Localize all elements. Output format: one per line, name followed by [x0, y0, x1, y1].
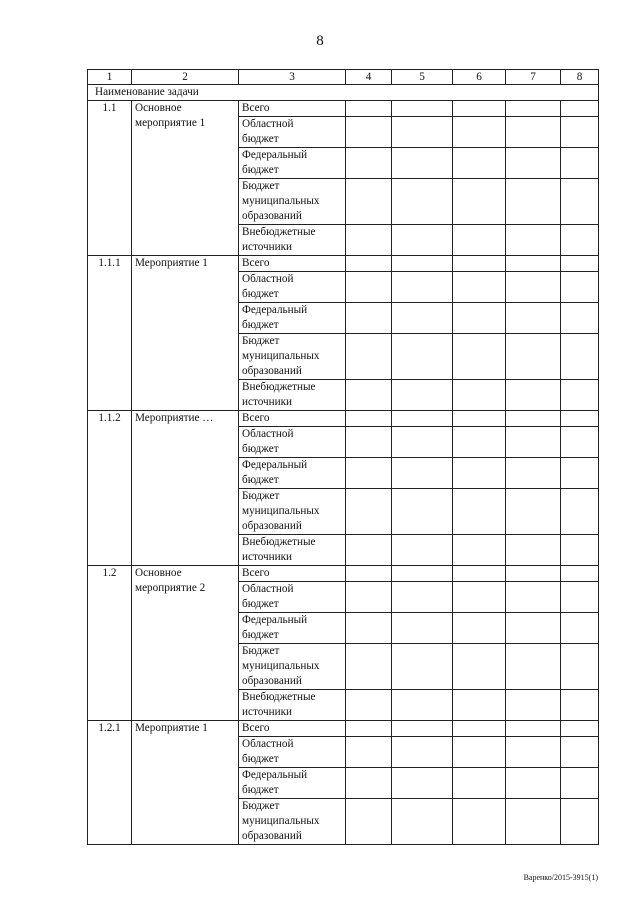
value-cell — [506, 256, 561, 272]
value-cell — [392, 411, 453, 427]
value-cell — [506, 380, 561, 411]
value-cell — [346, 225, 392, 256]
document-code: Варенко/2015-3915(1) — [523, 873, 598, 882]
value-cell — [561, 737, 599, 768]
value-cell — [346, 272, 392, 303]
column-header: 7 — [506, 70, 561, 85]
value-cell — [453, 225, 506, 256]
value-cell — [453, 799, 506, 845]
value-cell — [506, 117, 561, 148]
activity-name: Мероприятие 1 — [132, 721, 239, 845]
value-cell — [392, 101, 453, 117]
value-cell — [392, 117, 453, 148]
activity-code: 1.2.1 — [88, 721, 132, 845]
funding-source: Всего — [239, 256, 346, 272]
activity-code: 1.1.2 — [88, 411, 132, 566]
header-row — [88, 70, 599, 85]
value-cell — [346, 101, 392, 117]
value-cell — [506, 148, 561, 179]
activity-code: 1.2 — [88, 566, 132, 721]
column-header: 5 — [392, 70, 453, 85]
value-cell — [561, 489, 599, 535]
value-cell — [561, 101, 599, 117]
value-cell — [561, 148, 599, 179]
value-cell — [561, 690, 599, 721]
value-cell — [561, 411, 599, 427]
value-cell — [346, 799, 392, 845]
value-cell — [453, 427, 506, 458]
value-cell — [561, 799, 599, 845]
funding-source: Внебюджетные источники — [239, 225, 346, 256]
funding-source: Федеральный бюджет — [239, 303, 346, 334]
funding-source: Федеральный бюджет — [239, 613, 346, 644]
funding-source: Областной бюджет — [239, 272, 346, 303]
value-cell — [392, 613, 453, 644]
value-cell — [453, 179, 506, 225]
value-cell — [453, 582, 506, 613]
value-cell — [392, 768, 453, 799]
value-cell — [506, 458, 561, 489]
value-cell — [506, 690, 561, 721]
funding-source: Бюджет муниципальных образований — [239, 644, 346, 690]
activity-code: 1.1.1 — [88, 256, 132, 411]
value-cell — [453, 272, 506, 303]
value-cell — [346, 566, 392, 582]
value-cell — [392, 427, 453, 458]
value-cell — [561, 582, 599, 613]
value-cell — [453, 148, 506, 179]
funding-source: Бюджет муниципальных образований — [239, 334, 346, 380]
value-cell — [453, 380, 506, 411]
value-cell — [506, 566, 561, 582]
value-cell — [346, 179, 392, 225]
table-row — [88, 721, 599, 737]
activity-name: Мероприятие 1 — [132, 256, 239, 411]
value-cell — [392, 334, 453, 380]
value-cell — [561, 721, 599, 737]
value-cell — [346, 768, 392, 799]
value-cell — [346, 613, 392, 644]
funding-source: Бюджет муниципальных образований — [239, 489, 346, 535]
value-cell — [506, 334, 561, 380]
table-row — [88, 256, 599, 272]
value-cell — [346, 721, 392, 737]
value-cell — [346, 737, 392, 768]
funding-source: Областной бюджет — [239, 737, 346, 768]
value-cell — [346, 334, 392, 380]
funding-source: Внебюджетные источники — [239, 380, 346, 411]
value-cell — [453, 566, 506, 582]
activity-code: 1.1 — [88, 101, 132, 256]
value-cell — [561, 225, 599, 256]
value-cell — [453, 256, 506, 272]
value-cell — [506, 411, 561, 427]
value-cell — [561, 613, 599, 644]
value-cell — [453, 768, 506, 799]
funding-source: Федеральный бюджет — [239, 458, 346, 489]
task-row — [88, 85, 599, 101]
funding-source: Всего — [239, 721, 346, 737]
value-cell — [392, 582, 453, 613]
value-cell — [506, 768, 561, 799]
value-cell — [453, 489, 506, 535]
value-cell — [561, 117, 599, 148]
budget-table — [87, 69, 599, 845]
value-cell — [506, 799, 561, 845]
column-header: 1 — [88, 70, 132, 85]
funding-source: Бюджет муниципальных образований — [239, 799, 346, 845]
table-row — [88, 566, 599, 582]
funding-source: Внебюджетные источники — [239, 535, 346, 566]
value-cell — [346, 644, 392, 690]
value-cell — [506, 179, 561, 225]
value-cell — [346, 690, 392, 721]
value-cell — [561, 535, 599, 566]
value-cell — [561, 179, 599, 225]
value-cell — [453, 535, 506, 566]
value-cell — [453, 117, 506, 148]
value-cell — [506, 644, 561, 690]
column-header: 4 — [346, 70, 392, 85]
value-cell — [453, 303, 506, 334]
value-cell — [561, 272, 599, 303]
value-cell — [506, 721, 561, 737]
value-cell — [506, 272, 561, 303]
value-cell — [453, 458, 506, 489]
value-cell — [392, 737, 453, 768]
value-cell — [453, 721, 506, 737]
activity-name: Мероприятие … — [132, 411, 239, 566]
column-header: 2 — [132, 70, 239, 85]
value-cell — [453, 690, 506, 721]
page-number: 8 — [316, 33, 324, 49]
value-cell — [392, 690, 453, 721]
table-row — [88, 101, 599, 117]
column-header: 8 — [561, 70, 599, 85]
activity-name: Основное мероприятие 2 — [132, 566, 239, 721]
value-cell — [346, 535, 392, 566]
value-cell — [506, 101, 561, 117]
value-cell — [346, 303, 392, 334]
value-cell — [506, 489, 561, 535]
column-header: 3 — [239, 70, 346, 85]
value-cell — [506, 535, 561, 566]
value-cell — [392, 644, 453, 690]
value-cell — [453, 334, 506, 380]
value-cell — [346, 148, 392, 179]
funding-source: Внебюджетные источники — [239, 690, 346, 721]
value-cell — [346, 411, 392, 427]
column-header: 6 — [453, 70, 506, 85]
table-body — [88, 70, 599, 845]
value-cell — [561, 566, 599, 582]
table-row — [88, 411, 599, 427]
activity-name: Основное мероприятие 1 — [132, 101, 239, 256]
value-cell — [346, 117, 392, 148]
value-cell — [506, 303, 561, 334]
value-cell — [346, 256, 392, 272]
task-name-cell: Наименование задачи — [88, 85, 599, 101]
value-cell — [392, 721, 453, 737]
value-cell — [561, 256, 599, 272]
value-cell — [392, 489, 453, 535]
value-cell — [346, 427, 392, 458]
value-cell — [561, 644, 599, 690]
value-cell — [453, 737, 506, 768]
value-cell — [506, 737, 561, 768]
value-cell — [561, 380, 599, 411]
value-cell — [346, 582, 392, 613]
value-cell — [392, 303, 453, 334]
value-cell — [346, 489, 392, 535]
value-cell — [392, 566, 453, 582]
value-cell — [346, 458, 392, 489]
value-cell — [392, 535, 453, 566]
value-cell — [346, 380, 392, 411]
value-cell — [392, 225, 453, 256]
funding-source: Всего — [239, 411, 346, 427]
value-cell — [506, 427, 561, 458]
value-cell — [453, 101, 506, 117]
value-cell — [453, 644, 506, 690]
value-cell — [506, 225, 561, 256]
funding-source: Федеральный бюджет — [239, 768, 346, 799]
value-cell — [392, 799, 453, 845]
funding-source: Областной бюджет — [239, 582, 346, 613]
value-cell — [392, 458, 453, 489]
funding-source: Всего — [239, 566, 346, 582]
value-cell — [561, 303, 599, 334]
funding-source: Бюджет муниципальных образований — [239, 179, 346, 225]
value-cell — [506, 613, 561, 644]
value-cell — [453, 613, 506, 644]
value-cell — [392, 148, 453, 179]
value-cell — [392, 179, 453, 225]
value-cell — [453, 411, 506, 427]
funding-source: Областной бюджет — [239, 427, 346, 458]
funding-source: Всего — [239, 101, 346, 117]
value-cell — [392, 272, 453, 303]
value-cell — [392, 380, 453, 411]
value-cell — [561, 334, 599, 380]
value-cell — [506, 582, 561, 613]
value-cell — [561, 768, 599, 799]
value-cell — [392, 256, 453, 272]
value-cell — [561, 427, 599, 458]
funding-source: Федеральный бюджет — [239, 148, 346, 179]
funding-source: Областной бюджет — [239, 117, 346, 148]
value-cell — [561, 458, 599, 489]
